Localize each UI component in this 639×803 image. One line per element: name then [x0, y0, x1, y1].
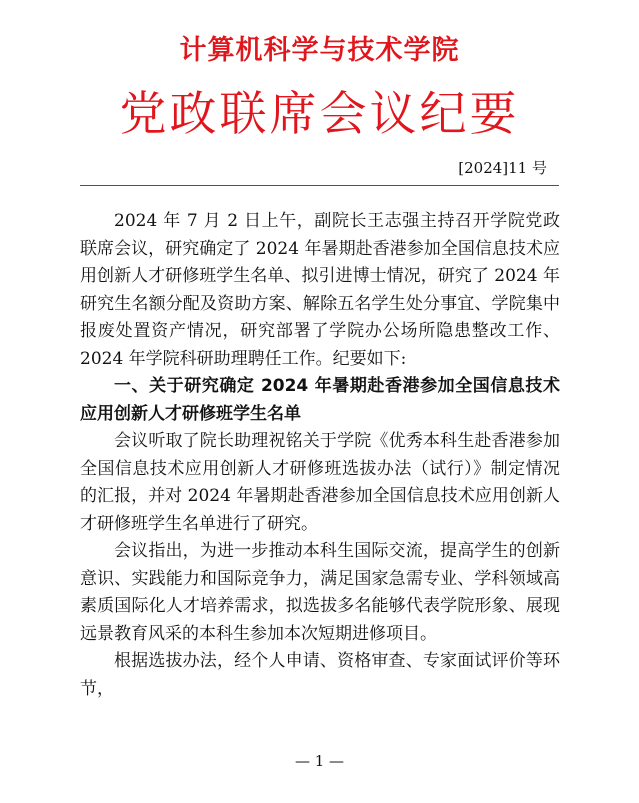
body-paragraph: 会议听取了院长助理祝铭关于学院《优秀本科生赴香港参加全国信息技术应用创新人才研修班选拔办法（试行）》制定情况的汇报，并对 2024 年暑期赴香港参加全国信息技术应用创新人才研修班学生名单进行了研究。 [80, 431, 560, 534]
body-paragraph: 根据选拔办法，经个人申请、资格审查、专家面试评价等环节， [80, 651, 560, 699]
intro-paragraph: 2024 年 7 月 2 日上午，副院长王志强主持召开学院党政联席会议，研究确定了 2024 年暑期赴香港参加全国信息技术应用创新人才研修班学生名单、拟引进博士情况，研究了 2024 年研究生名额分配及资助方案、解除五名学生处分事宜、学院集中报废处置资产情况，研究部署了学院办公场所隐患整改工作、2024 年学院科研助理聘任工作。纪要如下: [80, 211, 560, 369]
document-number: [2024]11 号 [458, 159, 547, 177]
header-divider [80, 185, 559, 186]
section-heading: 一、关于研究确定 2024 年暑期赴香港参加全国信息技术应用创新人才研修班学生名单 [80, 376, 560, 424]
page-number: — 1 — [294, 752, 345, 770]
document-body [80, 208, 560, 703]
department-name: 计算机科学与技术学院 [179, 35, 460, 66]
body-paragraph: 会议指出，为进一步推动本科生国际交流，提高学生的创新意识、实践能力和国际竞争力，满足国家急需专业、学科领域高素质国际化人才培养需求，拟选拔多名能够代表学院形象、展现远景教育风采的本科生参加本次短期进修项目。 [80, 541, 560, 644]
document-title: 党政联席会议纪要 [119, 87, 520, 142]
